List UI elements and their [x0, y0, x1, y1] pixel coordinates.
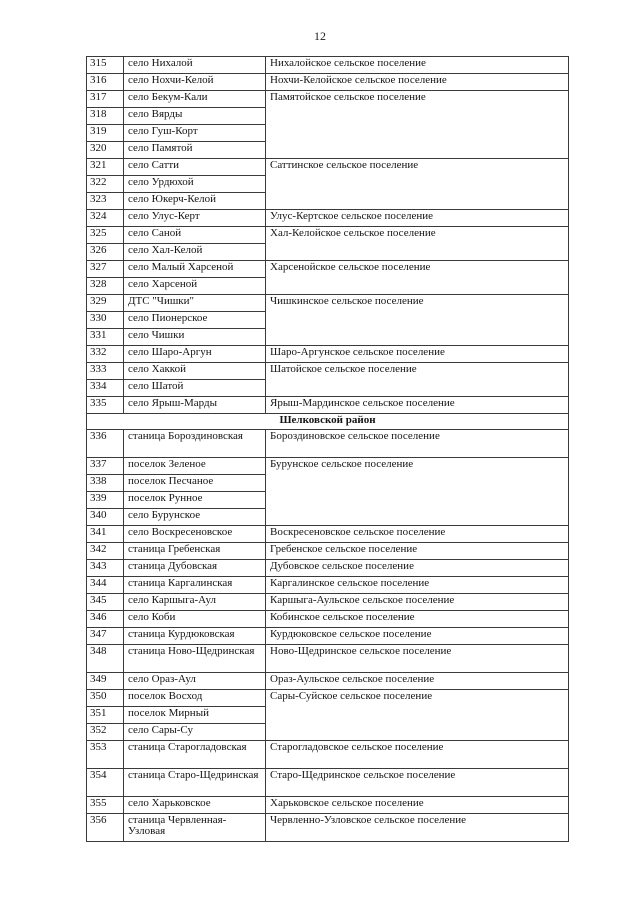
locality: село Вярды	[124, 108, 266, 125]
table-row	[87, 560, 569, 577]
locality: станица Курдюковская	[124, 628, 266, 645]
locality: село Гуш-Корт	[124, 125, 266, 142]
settlement: Сары-Суйское сельское поселение	[266, 690, 569, 741]
row-number: 326	[87, 244, 124, 261]
table-row	[87, 577, 569, 594]
row-number: 343	[87, 560, 124, 577]
settlement: Шатойское сельское поселение	[266, 363, 569, 397]
locality: село Воскресеновское	[124, 526, 266, 543]
locality: село Памятой	[124, 142, 266, 159]
settlement: Чишкинское сельское поселение	[266, 295, 569, 346]
row-number: 319	[87, 125, 124, 142]
row-number: 351	[87, 707, 124, 724]
settlement: Бороздиновское сельское поселение	[266, 430, 569, 458]
locality: станица Дубовская	[124, 560, 266, 577]
row-number: 317	[87, 91, 124, 108]
table-row	[87, 363, 569, 380]
row-number: 331	[87, 329, 124, 346]
table-row	[87, 814, 569, 842]
row-number: 348	[87, 645, 124, 673]
row-number: 333	[87, 363, 124, 380]
table-row	[87, 797, 569, 814]
locality: поселок Мирный	[124, 707, 266, 724]
settlement: Харсенойское сельское поселение	[266, 261, 569, 295]
locality: село Шаро-Аргун	[124, 346, 266, 363]
table-row	[87, 430, 569, 458]
locality: село Чишки	[124, 329, 266, 346]
settlement: Староглaдовское сельское поселение	[266, 741, 569, 769]
locality: село Бекум-Кали	[124, 91, 266, 108]
table-row	[87, 611, 569, 628]
locality: станица Ново-Щедринская	[124, 645, 266, 673]
locality: поселок Песчаное	[124, 475, 266, 492]
locality: село Ярыш-Марды	[124, 397, 266, 414]
locality: село Сатти	[124, 159, 266, 176]
table-row	[87, 594, 569, 611]
table-row	[87, 261, 569, 278]
row-number: 332	[87, 346, 124, 363]
settlement: Гребенское сельское поселение	[266, 543, 569, 560]
table-row	[87, 346, 569, 363]
locality: село Улус-Керт	[124, 210, 266, 227]
locality: поселок Восход	[124, 690, 266, 707]
locality: станица Гребенская	[124, 543, 266, 560]
row-number: 355	[87, 797, 124, 814]
table-row	[87, 397, 569, 414]
locality: село Пионерское	[124, 312, 266, 329]
table-row	[87, 741, 569, 769]
row-number: 315	[87, 57, 124, 74]
row-number: 341	[87, 526, 124, 543]
locality: село Харьковское	[124, 797, 266, 814]
locality: село Шатой	[124, 380, 266, 397]
settlement: Ораз-Аульское сельское поселение	[266, 673, 569, 690]
table-row	[87, 690, 569, 707]
row-number: 318	[87, 108, 124, 125]
locality: село Каршыга-Аул	[124, 594, 266, 611]
district-heading: Шелковской район	[87, 414, 569, 430]
table-row	[87, 628, 569, 645]
locality: станица Червленная-Узловая	[124, 814, 266, 842]
row-number: 328	[87, 278, 124, 295]
row-number: 334	[87, 380, 124, 397]
locality: станица Каргалинская	[124, 577, 266, 594]
locality: село Бурунское	[124, 509, 266, 526]
row-number: 316	[87, 74, 124, 91]
row-number: 337	[87, 458, 124, 475]
row-number: 324	[87, 210, 124, 227]
table-row	[87, 645, 569, 673]
row-number: 340	[87, 509, 124, 526]
table-row	[87, 57, 569, 74]
locality: ДТС "Чишки"	[124, 295, 266, 312]
locality: село Сары-Су	[124, 724, 266, 741]
row-number: 342	[87, 543, 124, 560]
row-number: 336	[87, 430, 124, 458]
settlement: Памятойское сельское поселение	[266, 91, 569, 159]
locality: село Малый Харсеной	[124, 261, 266, 278]
table-row	[87, 295, 569, 312]
row-number: 354	[87, 769, 124, 797]
row-number: 344	[87, 577, 124, 594]
table-row	[87, 458, 569, 475]
table-row	[87, 74, 569, 91]
locality: село Хал-Келой	[124, 244, 266, 261]
locality: село Ораз-Аул	[124, 673, 266, 690]
locality: станица Старо-Щедринская	[124, 769, 266, 797]
settlement: Кобинское сельское поселение	[266, 611, 569, 628]
locality: село Урдюхой	[124, 176, 266, 193]
row-number: 335	[87, 397, 124, 414]
settlement: Каршыга-Аульское сельское поселение	[266, 594, 569, 611]
locality: село Нохчи-Келой	[124, 74, 266, 91]
locality: село Нихалой	[124, 57, 266, 74]
locality: поселок Зеленое	[124, 458, 266, 475]
locality: село Юкерч-Келой	[124, 193, 266, 210]
locality: село Саной	[124, 227, 266, 244]
row-number: 322	[87, 176, 124, 193]
locality: село Коби	[124, 611, 266, 628]
table-row	[87, 91, 569, 108]
settlement: Саттинское сельское поселение	[266, 159, 569, 210]
row-number: 329	[87, 295, 124, 312]
settlement: Воскресеновское сельское поселение	[266, 526, 569, 543]
row-number: 353	[87, 741, 124, 769]
row-number: 347	[87, 628, 124, 645]
settlement: Червленно-Узловское сельское поселение	[266, 814, 569, 842]
settlement: Каргалинское сельское поселение	[266, 577, 569, 594]
row-number: 338	[87, 475, 124, 492]
table-row	[87, 543, 569, 560]
row-number: 352	[87, 724, 124, 741]
table-row	[87, 227, 569, 244]
settlement: Ново-Щедринское сельское поселение	[266, 645, 569, 673]
settlement: Бурунское сельское поселение	[266, 458, 569, 526]
row-number: 323	[87, 193, 124, 210]
table-row	[87, 159, 569, 176]
settlement: Старо-Щедринское сельское поселение	[266, 769, 569, 797]
table-row	[87, 210, 569, 227]
row-number: 356	[87, 814, 124, 842]
row-number: 346	[87, 611, 124, 628]
locality: село Хаккой	[124, 363, 266, 380]
row-number: 330	[87, 312, 124, 329]
page-number: 12	[314, 29, 326, 43]
row-number: 320	[87, 142, 124, 159]
locality: станица Бороздиновская	[124, 430, 266, 458]
settlement: Улус-Кертское сельское поселение	[266, 210, 569, 227]
row-number: 339	[87, 492, 124, 509]
row-number: 349	[87, 673, 124, 690]
row-number: 325	[87, 227, 124, 244]
settlement: Шаро-Аргунское сельское поселение	[266, 346, 569, 363]
settlement: Харьковское сельское поселение	[266, 797, 569, 814]
settlement: Ярыш-Мардинское сельское поселение	[266, 397, 569, 414]
settlements-table	[86, 56, 569, 842]
settlement: Нихалойское сельское поселение	[266, 57, 569, 74]
table-row	[87, 673, 569, 690]
settlement: Курдюковское сельское поселение	[266, 628, 569, 645]
district-heading-row	[87, 414, 569, 430]
table-row	[87, 526, 569, 543]
row-number: 350	[87, 690, 124, 707]
row-number: 345	[87, 594, 124, 611]
row-number: 327	[87, 261, 124, 278]
settlement: Нохчи-Келойское сельское поселение	[266, 74, 569, 91]
locality: поселок Рунное	[124, 492, 266, 509]
table-row	[87, 769, 569, 797]
locality: село Харсеной	[124, 278, 266, 295]
locality: станица Староглaдовская	[124, 741, 266, 769]
settlement: Дубовское сельское поселение	[266, 560, 569, 577]
row-number: 321	[87, 159, 124, 176]
settlement: Хал-Келойское сельское поселение	[266, 227, 569, 261]
